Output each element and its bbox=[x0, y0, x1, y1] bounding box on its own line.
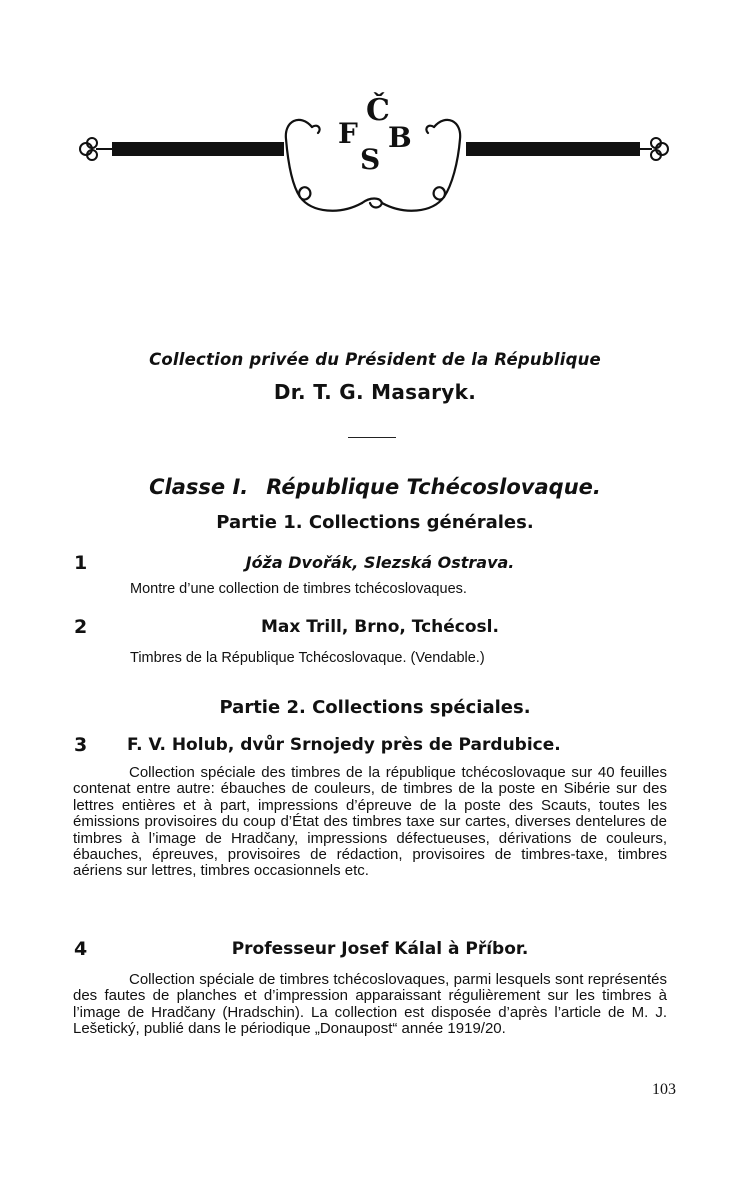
part-heading-1: Partie 1. Collections générales. bbox=[216, 512, 534, 533]
entry-name-4: Professeur Josef Kálal à Příbor. bbox=[231, 939, 529, 959]
collection-subtitle: Collection privée du Président de la République bbox=[149, 350, 601, 369]
entry-name-2: Max Trill, Brno, Tchécosl. bbox=[261, 617, 499, 637]
monogram-letter-s: S bbox=[360, 143, 381, 176]
entry-description-2: Timbres de la République Tchécoslovaque. (Vendable.) bbox=[130, 650, 485, 666]
entry-number-1: 1 bbox=[74, 552, 88, 574]
monogram-letter-b: B bbox=[388, 121, 412, 154]
page-number: 103 bbox=[652, 1081, 676, 1098]
entry-description-4: Collection spéciale de timbres tchécoslovaques, parmi lesquels sont représentés des fautes de planches et d’impression apparaissant régulièrement sur les timbres à l’image de Hradčany (Hradschin). La collection est disposée d’après l’article de M. J. Lešetický, publié dans le périodique „Donaupost“ année 1919/20. bbox=[73, 971, 667, 1038]
divider-rule bbox=[348, 437, 396, 438]
entry-number-3: 3 bbox=[74, 734, 88, 756]
monogram-letter-c: Č bbox=[366, 93, 390, 128]
class-heading bbox=[0, 475, 750, 499]
monogram-letter-f: F bbox=[338, 117, 358, 150]
class-label: Classe I. bbox=[149, 475, 249, 499]
entry-description-3: Collection spéciale des timbres de la république tchécoslovaque sur 40 feuilles contenat entre autre: ébauches de couleurs, de timbres de la poste en Sibérie sur des lettres entières et à part, impressions d’épreuve de la poste des Scauts, toutes les émissions provisoires du coup d’État des timbres taxe sur cartes, diverses dentelures de timbres à l’image de Hradčany, impressions défectueuses, dérivations de couleurs, ébauches, épreuves, provisoires de rédaction, provisoires de timbres-taxe, timbres aériens sur lettres, timbres occasionnels etc. bbox=[73, 764, 667, 880]
collection-owner: Dr. T. G. Masaryk. bbox=[273, 380, 477, 404]
entry-name-1: Jóža Dvořák, Slezská Ostrava. bbox=[245, 553, 515, 572]
class-title: République Tchécoslovaque. bbox=[266, 475, 601, 499]
entry-number-4: 4 bbox=[74, 938, 88, 960]
emblem-ornament bbox=[0, 85, 750, 235]
entry-number-2: 2 bbox=[74, 616, 88, 638]
entry-name-3: F. V. Holub, dvůr Srnojedy près de Pardubice. bbox=[127, 735, 561, 755]
part-heading-2: Partie 2. Collections spéciales. bbox=[219, 697, 531, 718]
entry-description-1: Montre d’une collection de timbres tchécoslovaques. bbox=[130, 581, 467, 597]
